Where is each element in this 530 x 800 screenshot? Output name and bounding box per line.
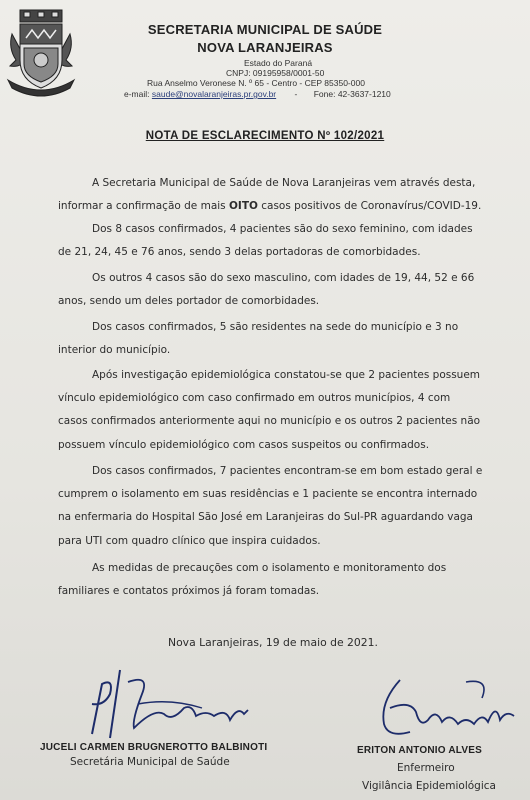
note-line: para UTI com quadro clínico que inspira cuidados. [58, 535, 321, 547]
note-line: casos confirmados anteriormente aqui no município e os outros 2 pacientes não [58, 415, 481, 427]
note-line: cumprem o isolamento em suas residências e 1 paciente se encontra internado [58, 488, 478, 500]
right-signature-image [370, 672, 520, 748]
header-cnpj: CNPJ: 09195958/0001-50 [226, 68, 325, 78]
note-title: NOTA DE ESCLARECIMENTO Nº 102/2021 [145, 130, 385, 142]
header-address: Rua Anselmo Veronese N. º 65 - Centro - CEP 85350-000 [147, 78, 365, 88]
email-label: e-mail: [124, 89, 150, 99]
note-line: As medidas de precauções com o isolamento e monitoramento dos [92, 562, 447, 574]
header-phone: Fone: 42-3637-1210 [313, 89, 391, 99]
note-line: na enfermaria do Hospital São José em Laranjeiras do Sul-PR aguardando vaga [58, 511, 473, 523]
note-line: anos, sendo um deles portador de comorbidades. [58, 295, 320, 307]
header-contact-row [124, 89, 391, 99]
email-separator: - [294, 89, 298, 99]
note-line: A Secretaria Municipal de Saúde de Nova Laranjeiras vem através desta, [92, 177, 476, 189]
note-line: de 21, 24, 45 e 76 anos, sendo 3 delas portadoras de comorbidades. [58, 246, 421, 258]
note-line: interior do município. [58, 344, 171, 356]
municipal-crest-logo [6, 8, 76, 100]
note-line: informar a confirmação de mais OITO casos positivos de Coronavírus/COVID-19. [58, 200, 482, 212]
note-line: Dos casos confirmados, 5 são residentes na sede do município e 3 no [92, 321, 459, 333]
emphasis-word: OITO [229, 200, 258, 212]
note-line: Dos casos confirmados, 7 pacientes encontram-se em bom estado geral e [92, 465, 483, 477]
left-signatory-name: JUCELI CARMEN BRUGNEROTTO BALBINOTI [40, 742, 268, 753]
left-signature-image [80, 664, 260, 744]
note-line: familiares e contatos próximos já foram tomadas. [58, 585, 320, 597]
header-title-line1: SECRETARIA MUNICIPAL DE SAÚDE [147, 22, 383, 37]
note-line: vínculo epidemiológico com caso confirmado em outros municípios, 4 com [58, 392, 451, 404]
right-signatory-name: ERITON ANTONIO ALVES [357, 745, 482, 756]
right-signatory-role-2: Vigilância Epidemiológica [362, 780, 496, 792]
header-title-line2: NOVA LARANJEIRAS [197, 40, 333, 55]
note-line: Após investigação epidemiológica constatou-se que 2 pacientes possuem [92, 369, 481, 381]
email-link[interactable]: saude@novalaranjeiras.pr.gov.br [151, 89, 277, 99]
document-date: Nova Laranjeiras, 19 de maio de 2021. [168, 636, 378, 649]
note-line: possuem vínculo epidemiológico com casos suspeitos ou confirmados. [58, 439, 430, 451]
left-signatory-role: Secretária Municipal de Saúde [70, 756, 230, 768]
right-signatory-role: Enfermeiro [397, 762, 455, 774]
note-line: Dos 8 casos confirmados, 4 pacientes são do sexo feminino, com idades [92, 223, 473, 235]
note-line: Os outros 4 casos são do sexo masculino, com idades de 19, 44, 52 e 66 [92, 272, 475, 284]
header-state: Estado do Paraná [244, 58, 313, 68]
